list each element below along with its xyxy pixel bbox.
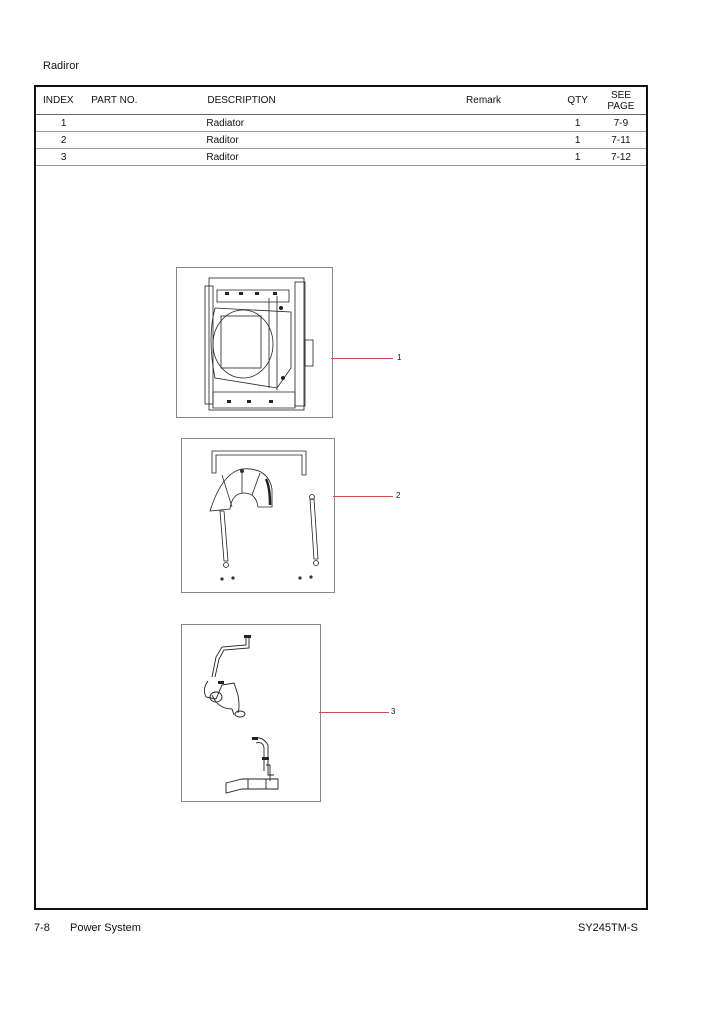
figure-radiator-hoses[interactable] (181, 624, 321, 802)
row-part-no (91, 115, 206, 132)
table-row (36, 115, 646, 132)
row-remark (465, 115, 559, 132)
table-row (36, 149, 646, 166)
row-see-page[interactable]: 7-11 (611, 134, 631, 146)
row-part-no (91, 149, 206, 166)
header-page: PAGE (607, 100, 635, 112)
parts-table (36, 87, 646, 166)
table-row (36, 132, 646, 149)
row-index: 2 (60, 134, 67, 146)
callout-line-2 (333, 496, 393, 497)
header-index: INDEX (43, 95, 74, 106)
header-see-page (596, 87, 646, 115)
figure-fan-shroud[interactable] (181, 438, 335, 593)
row-description: Raditor (206, 151, 239, 163)
callout-line-1 (331, 358, 393, 359)
radiator-assembly-drawing-icon (177, 268, 332, 417)
row-remark (465, 132, 559, 149)
table-header-row (36, 87, 646, 115)
row-see-page[interactable]: 7-12 (610, 151, 631, 163)
callout-line-3 (319, 712, 389, 713)
callout-label-1: 1 (397, 353, 402, 362)
row-qty: 1 (574, 151, 581, 163)
row-remark (465, 149, 559, 166)
row-qty: 1 (574, 134, 581, 146)
radiator-hoses-drawing-icon (182, 625, 320, 801)
callout-label-3: 3 (391, 707, 396, 716)
footer-model: SY245TM-S (578, 922, 638, 934)
footer-section: Power System (70, 922, 141, 934)
row-index: 3 (60, 151, 67, 163)
footer-page-number: 7-8 (34, 922, 50, 934)
parts-list-frame (34, 85, 648, 910)
row-description: Radiator (206, 117, 245, 129)
row-description: Raditor (206, 134, 239, 146)
header-qty: QTY (567, 95, 588, 106)
row-see-page[interactable]: 7-9 (613, 117, 629, 129)
fan-shroud-and-brackets-drawing-icon (182, 439, 334, 592)
callout-label-2: 2 (396, 491, 401, 500)
page-heading: Radiror (43, 60, 80, 72)
row-index: 1 (60, 117, 67, 129)
figure-radiator-assembly[interactable] (176, 267, 333, 418)
row-part-no (91, 132, 206, 149)
row-qty: 1 (574, 117, 581, 129)
header-see: SEE (610, 89, 631, 101)
header-part-no: PART NO. (91, 95, 138, 106)
header-remark: Remark (466, 95, 502, 106)
header-description: DESCRIPTION (207, 95, 276, 106)
